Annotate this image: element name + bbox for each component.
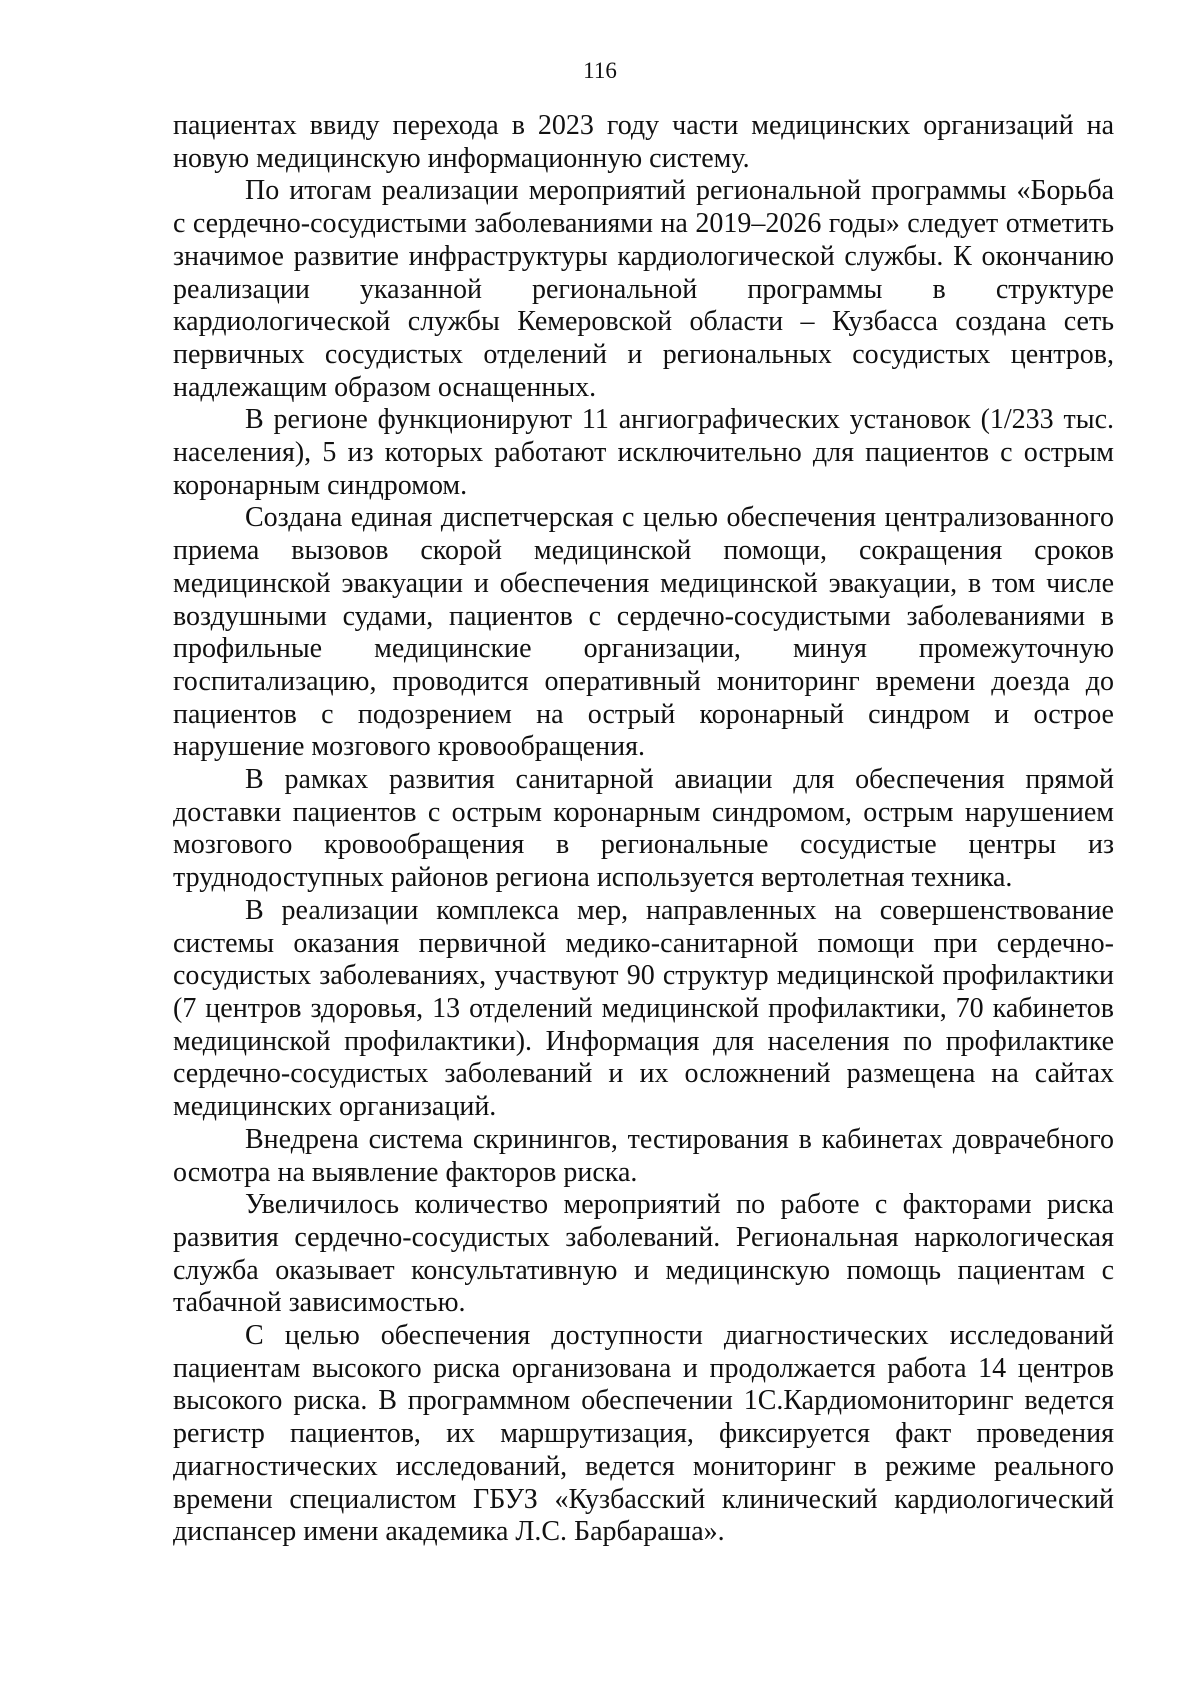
paragraph-continuation: пациентах ввиду перехода в 2023 году части медицинских организаций на новую медицинскую информационную систему. <box>173 110 1114 174</box>
paragraph: В реализации комплекса мер, направленных на совершенствование системы оказания первичной медико-санитарной помощи при сердечно-сосудистых заболеваниях, участвуют 90 структур медицинской профилактики (7 центров здоровья, 13 отделений медицинской профилактики, 70 кабинетов медицинской профилактики). Информация для населения по профилактике сердечно-сосудистых заболеваний и их осложнений размещена на сайтах медицинских организаций. <box>173 894 1114 1123</box>
paragraph: Увеличилось количество мероприятий по работе с факторами риска развития сердечно-сосудистых заболеваний. Региональная наркологическая служба оказывает консультативную и медицинскую помощь пациентам с табачной зависимостью. <box>173 1189 1114 1319</box>
paragraph: В регионе функционируют 11 ангиографических установок (1/233 тыс. населения), 5 из которых работают исключительно для пациентов с острым коронарным синдромом. <box>173 404 1114 501</box>
document-body <box>173 110 1114 1549</box>
paragraph: Создана единая диспетчерская с целью обеспечения централизованного приема вызовов скорой медицинской помощи, сокращения сроков медицинской эвакуации и обеспечения медицинской эвакуации, в том числе воздушными судами, пациентов с сердечно-сосудистыми заболеваниями в профильные медицинские организации, минуя промежуточную госпитализацию, проводится оперативный мониторинг времени доезда до пациентов с подозрением на острый коронарный синдром и острое нарушение мозгового кровообращения. <box>173 502 1114 763</box>
paragraph: В рамках развития санитарной авиации для обеспечения прямой доставки пациентов с острым коронарным синдромом, острым нарушением мозгового кровообращения в региональные сосудистые центры из труднодоступных районов региона используется вертолетная техника. <box>173 764 1114 894</box>
page-number: 116 <box>583 58 617 83</box>
paragraph: По итогам реализации мероприятий региональной программы «Борьба с сердечно-сосудистыми заболеваниями на 2019–2026 годы» следует отметить значимое развитие инфраструктуры кардиологической службы. К окончанию реализации указанной региональной программы в структуре кардиологической службы Кемеровской области – Кузбасса создана сеть первичных сосудистых отделений и региональных сосудистых центров, надлежащим образом оснащенных. <box>173 175 1114 403</box>
paragraph: Внедрена система скринингов, тестирования в кабинетах доврачебного осмотра на выявление факторов риска. <box>173 1123 1114 1188</box>
paragraph: С целью обеспечения доступности диагностических исследований пациентам высокого риска организована и продолжается работа 14 центров высокого риска. В программном обеспечении 1С.Кардиомониторинг ведется регистр пациентов, их маршрутизация, фиксируется факт проведения диагностических исследований, ведется мониторинг в режиме реального времени специалистом ГБУЗ «Кузбасский клинический кардиологический диспансер имени академика Л.С. Барбараша». <box>173 1320 1114 1548</box>
